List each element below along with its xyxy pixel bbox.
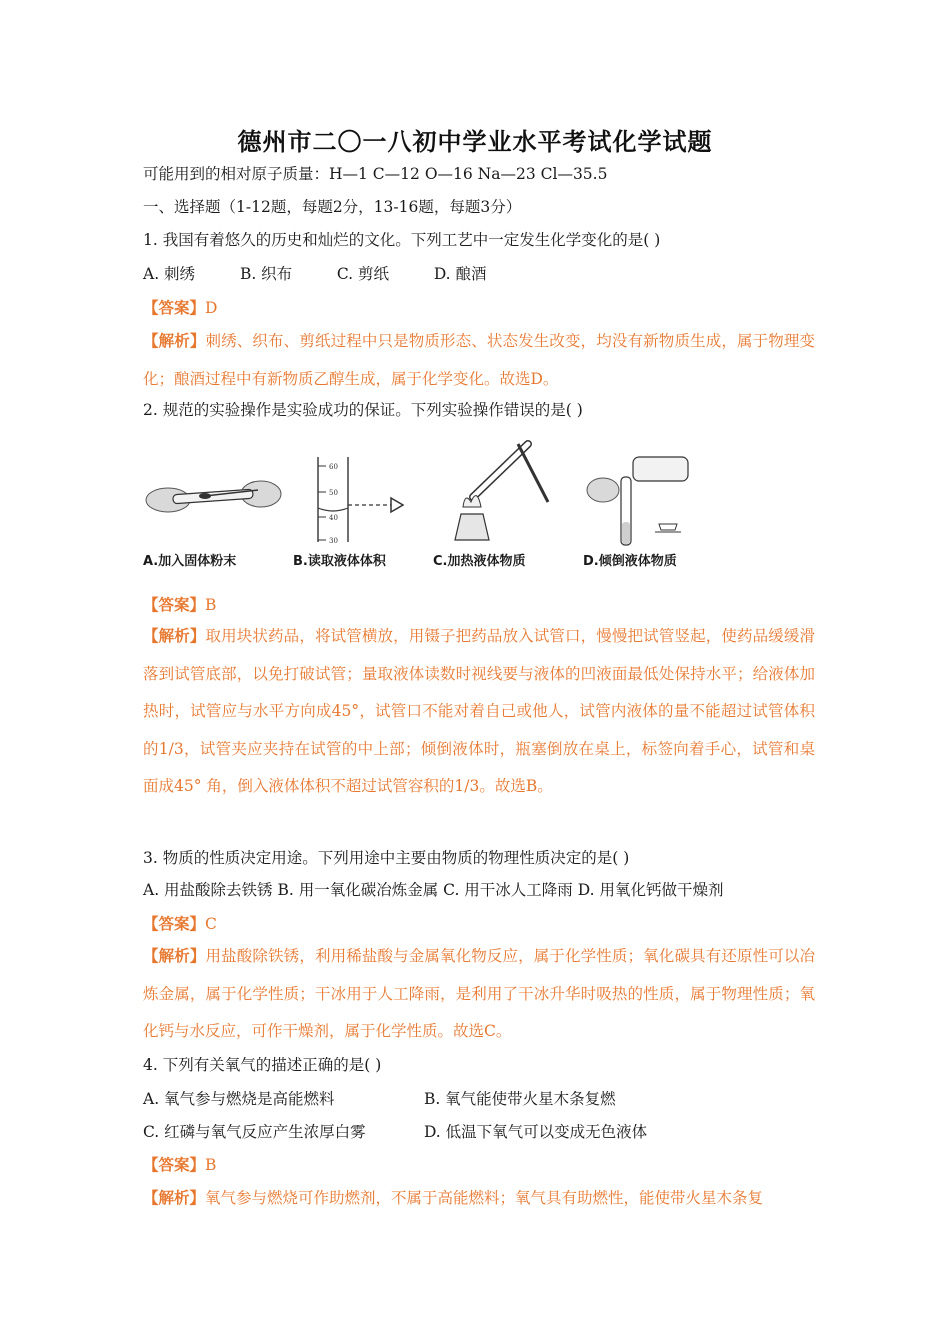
figure-a — [143, 432, 283, 572]
answer-label: 【答案】 — [143, 914, 206, 933]
figure-d-caption: D.倾倒液体物质 — [583, 554, 677, 569]
q2-answer — [143, 595, 216, 615]
analysis-label: 【解析】 — [143, 331, 206, 350]
q1-option-c: C. 剪纸 — [336, 265, 390, 283]
q1-answer-value: D — [205, 299, 218, 317]
section-heading: 一、选择题（1-12题，每题2分，13-16题，每题3分） — [143, 198, 522, 216]
q1-option-a: A. 刺绣 — [143, 265, 196, 283]
q1-stem: 1. 我国有着悠久的历史和灿烂的文化。下列工艺中一定发生化学变化的是( ) — [143, 231, 661, 249]
page-title: 德州市二〇一八初中学业水平考试化学试题 — [237, 128, 713, 156]
q3-analysis-text: 用盐酸除铁锈，利用稀盐酸与金属氧化物反应，属于化学性质；氧化碳具有还原性可以冶炼金属，属于化学性质；干冰用于人工降雨，是利用了干冰升华时吸热的性质，属于物理性质；氧化钙与水反应，可作干燥剂，属于化学性质。故选C。 — [143, 947, 815, 1040]
q4-option-b: B. 氧气能使带火星木条复燃 — [423, 1090, 616, 1108]
figure-c — [433, 432, 573, 572]
analysis-label: 【解析】 — [143, 626, 206, 645]
q2-analysis-text: 取用块状药品，将试管横放，用镊子把药品放入试管口，慢慢把试管竖起，使药品缓缓滑落到试管底部，以免打破试管；量取液体读数时视线要与液体的凹液面最低处保持水平；给液体加热时，试管应与水平方向成45°，试管口不能对着自己或他人，试管内液体的量不能超过试管体积的1/3，试管夹应夹持在试管的中上部；倾倒液体时，瓶塞倒放在桌上，标签向着手心，试管和桌面成45° 角，倒入液体体积不超过试管容积的1/3。故选B。 — [143, 627, 815, 795]
answer-label: 【答案】 — [143, 595, 206, 614]
q4-stem: 4. 下列有关氧气的描述正确的是( ) — [143, 1056, 382, 1074]
q1-analysis — [143, 322, 815, 398]
figure-c-drawing — [433, 432, 573, 547]
q1-option-d: D. 酿酒 — [433, 265, 487, 283]
scale-tick-30: 30 — [329, 537, 338, 545]
q2-answer-value: B — [205, 596, 217, 614]
atomic-masses: 可能用到的相对原子质量：H—1 C—12 O—16 Na—23 Cl—35.5 — [143, 165, 608, 183]
figure-d — [583, 432, 723, 572]
q3-options: A. 用盐酸除去铁锈 B. 用一氧化碳冶炼金属 C. 用干冰人工降雨 D. 用氧化钙做干燥剂 — [143, 881, 724, 899]
figure-b-caption: B.读取液体体积 — [293, 554, 386, 569]
q4-option-a: A. 氧气参与燃烧是高能燃料 — [143, 1090, 335, 1108]
q1-analysis-text: 刺绣、织布、剪纸过程中只是物质形态、状态发生改变，均没有新物质生成，属于物理变化；酿酒过程中有新物质乙醇生成，属于化学变化。故选D。 — [143, 332, 815, 388]
figure-a-drawing — [143, 432, 283, 547]
q2-figures — [143, 432, 703, 572]
scale-tick-60: 60 — [329, 463, 338, 471]
scale-tick-50: 50 — [329, 489, 338, 497]
answer-label: 【答案】 — [143, 298, 206, 317]
q1-option-b: B. 织布 — [239, 265, 293, 283]
q2-stem: 2. 规范的实验操作是实验成功的保证。下列实验操作错误的是( ) — [143, 401, 583, 419]
q4-option-d: D. 低温下氧气可以变成无色液体 — [423, 1123, 648, 1141]
scale-tick-40: 40 — [329, 514, 338, 522]
analysis-label: 【解析】 — [143, 1188, 206, 1207]
q1-options — [143, 264, 487, 284]
answer-label: 【答案】 — [143, 1155, 206, 1174]
q1-answer — [143, 298, 217, 318]
figure-b-drawing — [293, 432, 433, 547]
q4-options-row2 — [143, 1122, 647, 1142]
q3-analysis — [143, 937, 815, 1051]
figure-a-caption: A.加入固体粉末 — [143, 554, 237, 569]
q4-option-c: C. 红磷与氧气反应产生浓厚白雾 — [143, 1123, 366, 1141]
q2-analysis — [143, 617, 815, 806]
figure-d-drawing — [583, 432, 723, 547]
q3-answer — [143, 914, 217, 934]
q4-analysis — [143, 1188, 763, 1208]
q4-analysis-text: 氧气参与燃烧可作助燃剂，不属于高能燃料；氧气具有助燃性，能使带火星木条复 — [205, 1189, 764, 1207]
q3-stem: 3. 物质的性质决定用途。下列用途中主要由物质的物理性质决定的是( ) — [143, 849, 630, 867]
analysis-label: 【解析】 — [143, 946, 206, 965]
q3-answer-value: C — [205, 915, 217, 933]
figure-c-caption: C.加热液体物质 — [433, 554, 526, 569]
q4-options-row1 — [143, 1089, 616, 1109]
q4-answer-value: B — [205, 1156, 217, 1174]
q4-answer — [143, 1155, 216, 1175]
figure-b — [293, 432, 433, 572]
